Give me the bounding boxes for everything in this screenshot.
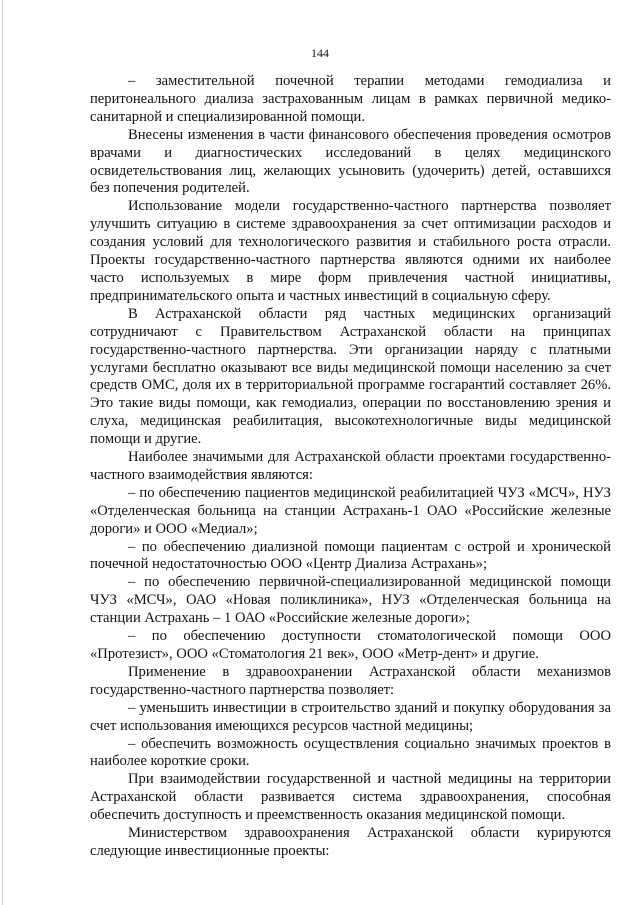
list-item: – по обеспечению доступности стоматологической помощи ООО «Протезист», ООО «Стоматология 21 век», ООО «Метр-дент» и другие.	[90, 628, 611, 662]
paragraph: – заместительной почечной терапии методами гемодиализа и перитонеального диализа застрахованным лицам в рамках первичной медико-санитарной и специализированной помощи.	[90, 73, 611, 125]
paragraph: Внесены изменения в части финансового обеспечения проведения осмотров врачами и диагностических исследований в целях медицинского освидетельствования лиц, желающих усыновить (удочерить) детей, оставшихся без попечения родителей.	[90, 126, 611, 197]
document-body	[90, 73, 611, 861]
list-item: – по обеспечению пациентов медицинской реабилитацией ЧУЗ «МСЧ», НУЗ «Отделенческая больница на станции Астрахань-1 ОАО «Российские железные дороги» и ООО «Медиал»;	[90, 484, 611, 537]
page-edge	[2, 0, 3, 905]
page-number: 144	[311, 46, 329, 60]
list-item: – по обеспечению первичной-специализированной медицинской помощи ЧУЗ «МСЧ», ОАО «Новая поликлиника», НУЗ «Отделенческая больница на станции Астрахань – 1 ОАО «Российские железные дороги»;	[90, 574, 611, 627]
paragraph: В Астраханской области ряд частных медицинских организаций сотрудничают с Правительством Астраханской области на принципах государственно-частного партнерства. Эти организации наряду с платными услугами бесплатно оказывают все виды медицинской помощи населению за счет средств ОМС, доля их в территориальной программе госгарантий составляет 26%. Это такие виды помощи, как гемодиализ, операции по восстановлению зрения и слуха, медицинская реабилитация, высокотехнологичные виды медицинской помощи и другие.	[90, 305, 611, 448]
paragraph: Министерством здравоохранения Астраханской области курируются следующие инвестиционные проекты:	[90, 825, 611, 859]
list-item: – по обеспечению диализной помощи пациентам с острой и хронической почечной недостаточностью ООО «Центр Диализа Астрахань»;	[90, 538, 611, 573]
paragraph: Применение в здравоохранении Астраханской области механизмов государственно-частного партнерства позволяет:	[90, 663, 611, 698]
list-item: – уменьшить инвестиции в строительство зданий и покупку оборудования за счет использования имеющихся ресурсов частной медицины;	[90, 699, 611, 734]
paragraph: Наиболее значимыми для Астраханской области проектами государственно-частного взаимодействия являются:	[90, 449, 611, 483]
paragraph: При взаимодействии государственной и частной медицины на территории Астраханской области развивается система здравоохранения, способная обеспечить доступность и преемственность оказания медицинской помощи.	[90, 771, 611, 824]
paragraph: Использование модели государственно-частного партнерства позволяет улучшить ситуацию в системе здравоохранения за счет оптимизации расходов и создания условий для технологического развития и стабильного роста отрасли. Проекты государственно-частного партнерства являются одними их наиболее часто используемых в мире форм привлечения частной инициативы, предпринимательского опыта и частных инвестиций в социальную сферу.	[90, 198, 611, 304]
list-item: – обеспечить возможность осуществления социально значимых проектов в наиболее короткие сроки.	[90, 735, 611, 770]
